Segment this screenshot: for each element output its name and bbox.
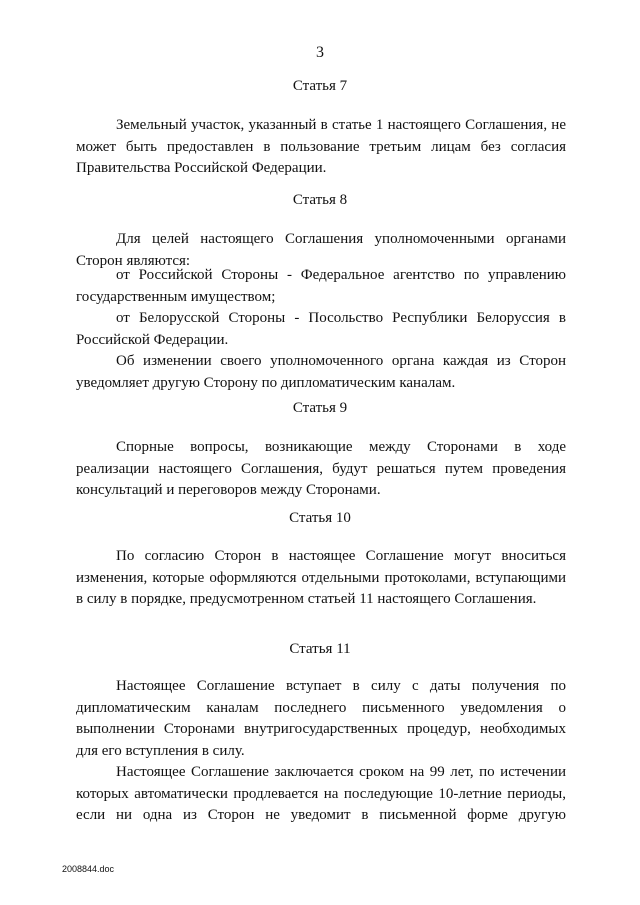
article-10-heading: Статья 10 (289, 510, 351, 526)
page-number: 3 (316, 44, 324, 61)
article-9-paragraph-1: Спорные вопросы, возникающие между Сторонами в ходе реализации настоящего Соглашения, будут решаться путем проведения консультаций и переговоров между Сторонами. (76, 439, 566, 498)
article-9-heading: Статья 9 (292, 400, 348, 416)
article-7-paragraph-1: Земельный участок, указанный в статье 1 настоящего Соглашения, не может быть предоставлен в пользование третьим лицам без согласия Правительства Российской Федерации. (76, 117, 566, 176)
article-8-paragraph-3: от Белорусской Стороны - Посольство Республики Белоруссия в Российской Федерации. (76, 310, 566, 348)
article-8-paragraph-1: Для целей настоящего Соглашения уполномоченными органами Сторон являются: (76, 231, 566, 269)
footer-filename: 2008844.doc (62, 864, 115, 874)
article-8-paragraph-2: от Российской Стороны - Федеральное агентство по управлению государственным имуществом; (76, 267, 566, 305)
article-11-paragraph-2: Настоящее Соглашение заключается сроком на 99 лет, по истечении которых автоматически продлевается на последующие 10-летние периоды, если ни одна из Сторон не уведомит в письменной форме другую (76, 764, 566, 823)
article-8-paragraph-4: Об изменении своего уполномоченного органа каждая из Сторон уведомляет другую Сторону по дипломатическим каналам. (76, 353, 566, 391)
article-11-heading: Статья 11 (289, 641, 351, 657)
article-10-paragraph-1: По согласию Сторон в настоящее Соглашение могут вноситься изменения, которые оформляются отдельными протоколами, вступающими в силу в порядке, предусмотренном статьей 11 настоящего Соглашения. (76, 548, 566, 607)
article-8-heading: Статья 8 (292, 192, 348, 208)
article-7-heading: Статья 7 (292, 78, 348, 94)
article-11-paragraph-1: Настоящее Соглашение вступает в силу с даты получения по дипломатическим каналам последнего письменного уведомления о выполнении Сторонами внутригосударственных процедур, необходимых для его вступления в силу. (76, 678, 566, 759)
